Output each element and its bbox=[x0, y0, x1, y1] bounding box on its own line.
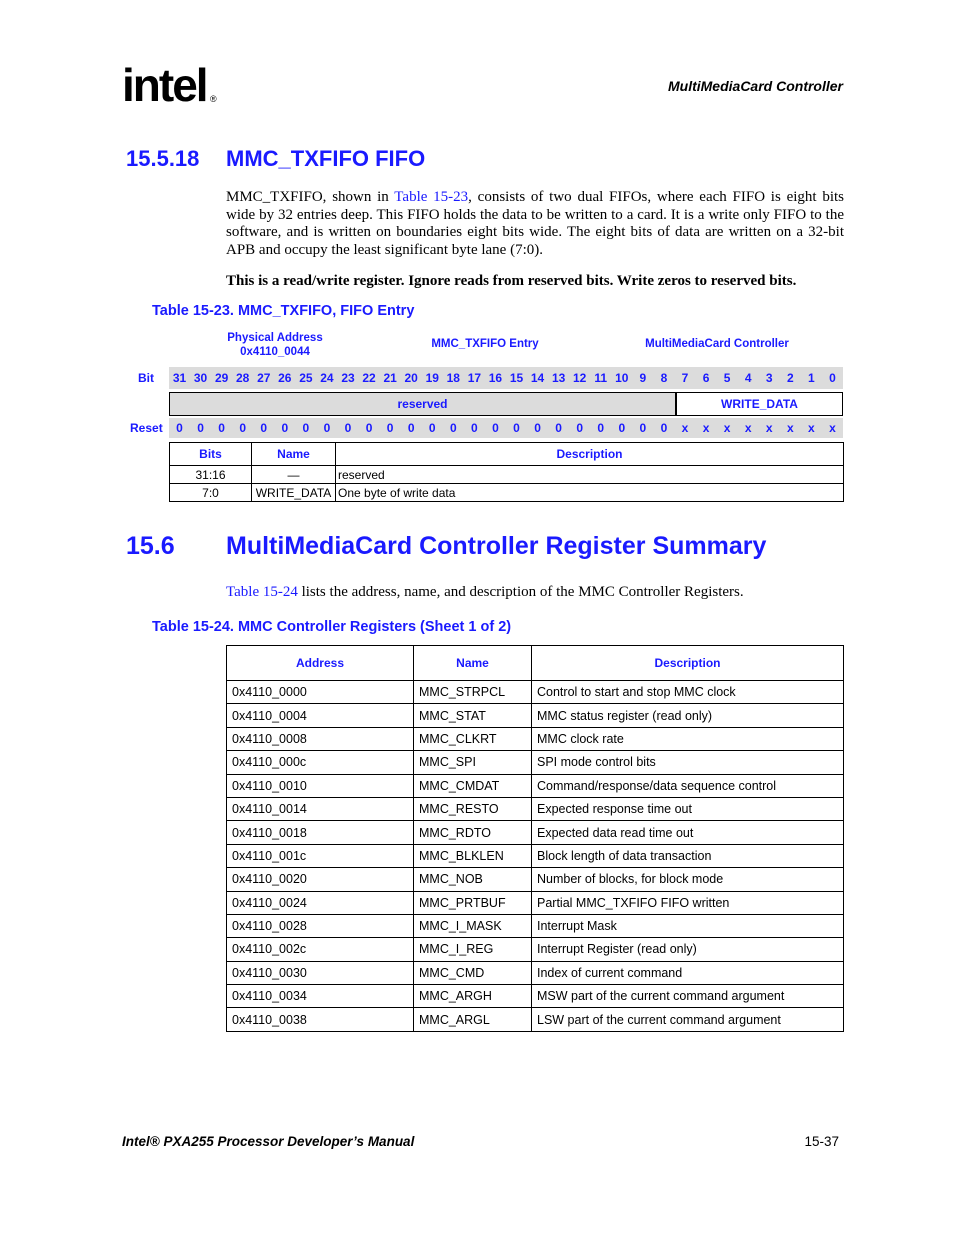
table-row bbox=[227, 1008, 844, 1031]
cell-description: Control to start and stop MMC clock bbox=[532, 681, 844, 704]
table-row bbox=[227, 751, 844, 774]
bit-row-label: Bit bbox=[138, 371, 154, 385]
cell-description: MMC clock rate bbox=[532, 727, 844, 750]
cell-address: 0x4110_0004 bbox=[227, 704, 414, 727]
controller-label: MultiMediaCard Controller bbox=[645, 338, 789, 350]
header-name: Name bbox=[414, 646, 532, 681]
table-row bbox=[170, 466, 844, 484]
section-number: 15.5.18 bbox=[126, 146, 200, 171]
para-text-start: MMC_TXFIFO, shown in bbox=[226, 189, 395, 205]
cell-description: LSW part of the current command argument bbox=[532, 1008, 844, 1031]
bit-number: 30 bbox=[193, 371, 208, 385]
cell-description: Interrupt Register (read only) bbox=[532, 938, 844, 961]
cell-description: Interrupt Mask bbox=[532, 914, 844, 937]
reset-row-label: Reset bbox=[130, 421, 163, 435]
cell-description: One byte of write data bbox=[336, 484, 844, 502]
bit-number: 27 bbox=[257, 371, 271, 385]
bit-number: 11 bbox=[594, 371, 608, 385]
table-row bbox=[227, 681, 844, 704]
reset-value: 0 bbox=[555, 421, 562, 435]
register-rows bbox=[227, 681, 844, 1032]
field-write-data: WRITE_DATA bbox=[676, 392, 843, 416]
bit-number: 31 bbox=[172, 371, 187, 385]
table-row bbox=[170, 484, 844, 502]
bit-number: 23 bbox=[341, 371, 355, 385]
para-text-rest: , consists of two dual FIFOs, where each FIFO is eight bits wide by 32 entries deep. This FIFO holds the data to be written to a card. It is a write only FIFO to the software, and is written on boundaries eight bits wide. The eight bits of data are written on a 32-bit APB and occupy the least significant byte lane (7:0). bbox=[226, 189, 844, 258]
reset-value: x bbox=[786, 421, 794, 435]
bit-number: 1 bbox=[808, 371, 815, 385]
reset-value: 0 bbox=[618, 421, 626, 435]
bit-number: 0 bbox=[829, 371, 836, 385]
reset-value: x bbox=[765, 421, 773, 435]
reset-value: x bbox=[829, 421, 836, 435]
cell-name: MMC_RESTO bbox=[414, 797, 532, 820]
table-caption: Table 15-24. MMC Controller Registers (Sheet 1 of 2) bbox=[152, 619, 512, 635]
header-bits: Bits bbox=[170, 443, 252, 466]
table-row bbox=[227, 985, 844, 1008]
table-link[interactable]: Table 15-24 bbox=[226, 584, 298, 600]
reset-value: 0 bbox=[281, 421, 289, 435]
reset-value-row bbox=[169, 418, 843, 438]
table-link[interactable]: Table 15-23 bbox=[394, 189, 469, 205]
table-row bbox=[227, 704, 844, 727]
reset-value: 0 bbox=[534, 421, 541, 435]
reset-value: 0 bbox=[197, 421, 204, 435]
registered-mark: ® bbox=[210, 94, 217, 104]
section-paragraph bbox=[226, 189, 844, 259]
bit-number: 25 bbox=[299, 371, 313, 385]
reset-value: x bbox=[681, 421, 689, 435]
reset-value: 0 bbox=[513, 421, 520, 435]
bit-number: 29 bbox=[214, 371, 229, 385]
table-row bbox=[227, 774, 844, 797]
table-row bbox=[227, 961, 844, 984]
table-row bbox=[227, 797, 844, 820]
physical-address-value: 0x4110_0044 bbox=[240, 346, 310, 358]
table-row bbox=[227, 938, 844, 961]
cell-name: — bbox=[252, 466, 336, 484]
cell-name: MMC_NOB bbox=[414, 868, 532, 891]
table-row bbox=[227, 821, 844, 844]
bit-number: 6 bbox=[702, 371, 710, 385]
page-number: 15-37 bbox=[804, 1134, 839, 1149]
cell-description: reserved bbox=[336, 466, 844, 484]
intel-logo bbox=[122, 60, 232, 110]
bit-number: 12 bbox=[573, 371, 587, 385]
physical-address-label: Physical Address bbox=[227, 332, 323, 344]
bit-number: 9 bbox=[639, 371, 647, 385]
reset-value: 0 bbox=[407, 421, 415, 435]
cell-address: 0x4110_0020 bbox=[227, 868, 414, 891]
cell-description: Expected response time out bbox=[532, 797, 844, 820]
reset-value: 0 bbox=[597, 421, 605, 435]
bit-number: 5 bbox=[723, 371, 731, 385]
header-address: Address bbox=[227, 646, 414, 681]
cell-name: WRITE_DATA bbox=[252, 484, 336, 502]
bit-field-table bbox=[169, 442, 844, 502]
cell-name: MMC_CMDAT bbox=[414, 774, 532, 797]
bit-number: 2 bbox=[786, 371, 794, 385]
reset-value: 0 bbox=[492, 421, 499, 435]
bit-number: 17 bbox=[467, 371, 482, 385]
register-entry-label: MMC_TXFIFO Entry bbox=[431, 338, 539, 350]
reset-value: 0 bbox=[449, 421, 457, 435]
cell-address: 0x4110_0014 bbox=[227, 797, 414, 820]
cell-name: MMC_CLKRT bbox=[414, 727, 532, 750]
cell-name: MMC_ARGH bbox=[414, 985, 532, 1008]
cell-name: MMC_BLKLEN bbox=[414, 844, 532, 867]
cell-name: MMC_PRTBUF bbox=[414, 891, 532, 914]
cell-description: Command/response/data sequence control bbox=[532, 774, 844, 797]
cell-description: Partial MMC_TXFIFO FIFO written bbox=[532, 891, 844, 914]
reset-value: 0 bbox=[260, 421, 268, 435]
reset-value: x bbox=[702, 421, 710, 435]
cell-address: 0x4110_0018 bbox=[227, 821, 414, 844]
cell-address: 0x4110_0034 bbox=[227, 985, 414, 1008]
header-description: Description bbox=[532, 646, 844, 681]
table-row bbox=[227, 891, 844, 914]
logo-wordmark: intel bbox=[122, 59, 207, 111]
bit-number: 22 bbox=[362, 371, 376, 385]
cell-bits: 7:0 bbox=[170, 484, 252, 502]
cell-name: MMC_I_MASK bbox=[414, 914, 532, 937]
para-text-rest: lists the address, name, and description of the MMC Controller Registers. bbox=[297, 584, 744, 600]
section-number: 15.6 bbox=[126, 532, 175, 560]
bit-number: 15 bbox=[509, 371, 524, 385]
bit-number: 18 bbox=[446, 371, 460, 385]
section-title: MMC_TXFIFO FIFO bbox=[226, 146, 426, 171]
register-summary-table bbox=[226, 645, 844, 1032]
bit-number: 28 bbox=[236, 371, 250, 385]
bit-number: 21 bbox=[383, 371, 397, 385]
cell-name: MMC_STRPCL bbox=[414, 681, 532, 704]
section-paragraph bbox=[226, 584, 844, 602]
cell-description: Block length of data transaction bbox=[532, 844, 844, 867]
bit-number: 24 bbox=[320, 371, 334, 385]
cell-name: MMC_RDTO bbox=[414, 821, 532, 844]
cell-address: 0x4110_0030 bbox=[227, 961, 414, 984]
cell-name: MMC_I_REG bbox=[414, 938, 532, 961]
cell-address: 0x4110_0038 bbox=[227, 1008, 414, 1031]
reset-value: 0 bbox=[386, 421, 394, 435]
table-row bbox=[227, 844, 844, 867]
cell-address: 0x4110_0024 bbox=[227, 891, 414, 914]
bit-number: 3 bbox=[765, 371, 773, 385]
bit-number: 4 bbox=[744, 371, 752, 385]
bit-number: 8 bbox=[660, 371, 668, 385]
bit-number: 19 bbox=[425, 371, 439, 385]
cell-name: MMC_ARGL bbox=[414, 1008, 532, 1031]
reset-value: 0 bbox=[323, 421, 331, 435]
reset-value: 0 bbox=[471, 421, 478, 435]
reset-value: 0 bbox=[344, 421, 352, 435]
cell-address: 0x4110_0008 bbox=[227, 727, 414, 750]
table-row bbox=[227, 914, 844, 937]
cell-address: 0x4110_001c bbox=[227, 844, 414, 867]
reset-value: 0 bbox=[176, 421, 183, 435]
header-description: Description bbox=[336, 443, 844, 466]
register-note: This is a read/write register. Ignore reads from reserved bits. Write zeros to reserved bits. bbox=[226, 273, 797, 289]
bit-number: 26 bbox=[278, 371, 292, 385]
table-header-row bbox=[227, 646, 844, 681]
header-name: Name bbox=[252, 443, 336, 466]
cell-name: MMC_SPI bbox=[414, 751, 532, 774]
cell-description: Number of blocks, for block mode bbox=[532, 868, 844, 891]
footer-manual-title: Intel® PXA255 Processor Developer’s Manual bbox=[122, 1134, 415, 1149]
reset-value: 0 bbox=[302, 421, 310, 435]
cell-address: 0x4110_0028 bbox=[227, 914, 414, 937]
reset-value: 0 bbox=[660, 421, 668, 435]
cell-description: Index of current command bbox=[532, 961, 844, 984]
reset-value: 0 bbox=[639, 421, 647, 435]
cell-description: SPI mode control bits bbox=[532, 751, 844, 774]
cell-name: MMC_CMD bbox=[414, 961, 532, 984]
bit-number-row bbox=[169, 367, 843, 389]
reset-value: 0 bbox=[218, 421, 225, 435]
bit-number: 7 bbox=[681, 371, 689, 385]
table-caption: Table 15-23. MMC_TXFIFO, FIFO Entry bbox=[152, 303, 415, 319]
cell-name: MMC_STAT bbox=[414, 704, 532, 727]
cell-address: 0x4110_002c bbox=[227, 938, 414, 961]
field-reserved: reserved bbox=[169, 392, 676, 416]
reset-value: 0 bbox=[365, 421, 373, 435]
table-row bbox=[227, 868, 844, 891]
reset-value: 0 bbox=[428, 421, 436, 435]
bit-number: 20 bbox=[404, 371, 418, 385]
bit-number: 10 bbox=[615, 371, 629, 385]
bit-number: 14 bbox=[530, 371, 545, 385]
reset-value: x bbox=[808, 421, 815, 435]
cell-address: 0x4110_0010 bbox=[227, 774, 414, 797]
reset-value: x bbox=[744, 421, 752, 435]
bit-number: 13 bbox=[551, 371, 566, 385]
physical-address bbox=[222, 331, 328, 359]
table-row bbox=[227, 727, 844, 750]
register-field-row bbox=[169, 392, 843, 416]
table-header-row bbox=[170, 443, 844, 466]
cell-bits: 31:16 bbox=[170, 466, 252, 484]
cell-description: MMC status register (read only) bbox=[532, 704, 844, 727]
cell-address: 0x4110_000c bbox=[227, 751, 414, 774]
reset-value: x bbox=[723, 421, 731, 435]
cell-address: 0x4110_0000 bbox=[227, 681, 414, 704]
bit-number: 16 bbox=[488, 371, 503, 385]
cell-description: MSW part of the current command argument bbox=[532, 985, 844, 1008]
running-header: MultiMediaCard Controller bbox=[667, 78, 843, 94]
cell-description: Expected data read time out bbox=[532, 821, 844, 844]
section-title: MultiMediaCard Controller Register Summary bbox=[226, 532, 767, 560]
reset-value: 0 bbox=[576, 421, 584, 435]
reset-value: 0 bbox=[239, 421, 247, 435]
